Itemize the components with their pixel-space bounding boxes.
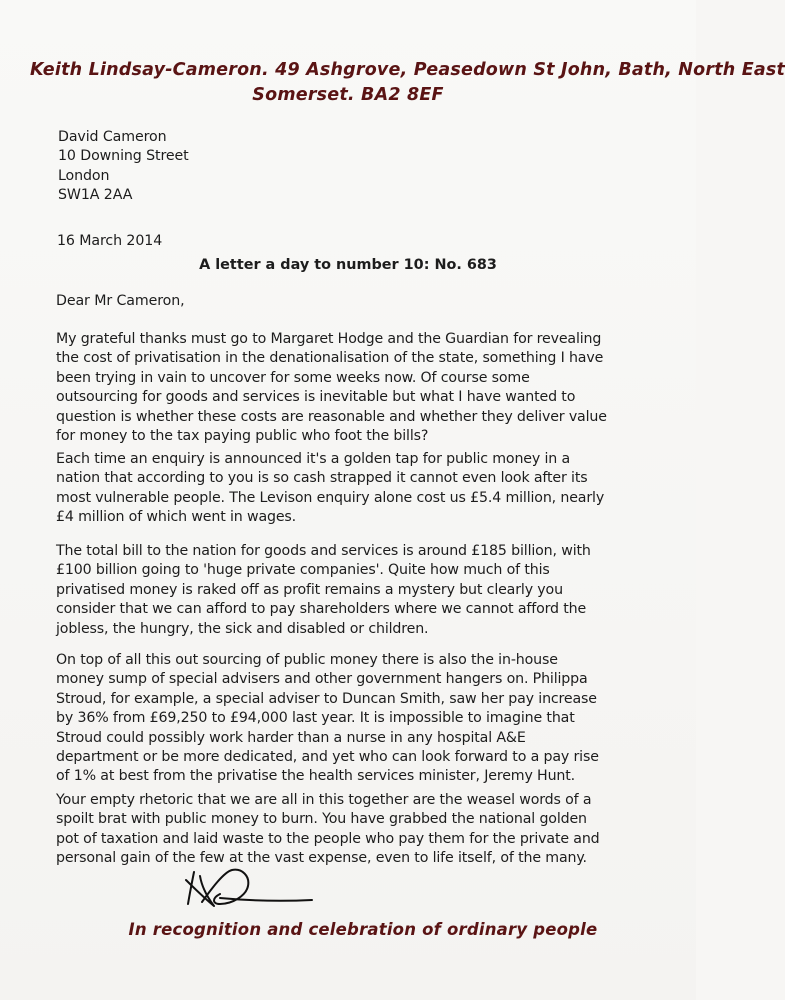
salutation: Dear Mr Cameron, (56, 293, 185, 309)
recipient-name: David Cameron (58, 129, 167, 145)
paragraph-4 (56, 651, 656, 787)
paragraph-line: been trying in vain to uncover for some weeks now. Of course some (56, 369, 530, 386)
closing-line: In recognition and celebration of ordinary people (128, 920, 598, 939)
paragraph-line: personal gain of the few at the vast expense, even to life itself, of the many. (56, 850, 587, 867)
paragraph-line: privatised money is raked off as profit remains a mystery but clearly you (56, 581, 563, 598)
paragraph-line: spoilt brat with public money to burn. You have grabbed the national golden (56, 811, 587, 828)
paragraph-line: £4 million of which went in wages. (56, 509, 297, 526)
paragraph-line: jobless, the hungry, the sick and disabled or children. (56, 620, 429, 637)
paragraph-line: money sump of special advisers and other government hangers on. Philippa (56, 671, 588, 688)
paragraph-line: most vulnerable people. The Levison enquiry alone cost us £5.4 million, nearly (56, 489, 605, 506)
paragraph-line: pot of taxation and laid waste to the people who pay them for the private and (56, 830, 600, 847)
handwritten-signature (172, 858, 322, 918)
letterhead-line-2: Somerset. BA2 8EF (252, 85, 444, 105)
paragraph-line: department or be more dedicated, and yet who can look forward to a pay rise (56, 749, 599, 766)
paragraph-line: Stroud could possibly work harder than a nurse in any hospital A&E (56, 729, 526, 746)
paragraph-2 (56, 450, 656, 528)
recipient-city: London (58, 167, 110, 184)
paragraph-line: The total bill to the nation for goods and services is around £185 billion, with (56, 543, 591, 559)
paragraph-line: the cost of privatisation in the denationalisation of the state, something I have (56, 350, 604, 367)
paragraph-line: Your empty rhetoric that we are all in this together are the weasel words of a (56, 792, 592, 808)
letterhead-line-1: Keith Lindsay-Cameron. 49 Ashgrove, Peasedown St John, Bath, North East (30, 60, 785, 80)
paragraph-line: Each time an enquiry is announced it's a golden tap for public money in a (56, 451, 571, 467)
paragraph-line: My grateful thanks must go to Margaret Hodge and the Guardian for revealing (56, 331, 602, 347)
paragraph-line: consider that we can afford to pay shareholders where we cannot afford the (56, 601, 587, 618)
paragraph-line: of 1% at best from the privatise the health services minister, Jeremy Hunt. (56, 768, 576, 785)
paragraph-5 (56, 791, 656, 869)
paragraph-line: for money to the tax paying public who foot the bills? (56, 428, 429, 445)
letterhead (30, 58, 785, 108)
letter-date: 16 March 2014 (57, 233, 163, 249)
paragraph-line: by 36% from £69,250 to £94,000 last year. It is impossible to imagine that (56, 710, 575, 727)
recipient-address (58, 128, 189, 206)
paragraph-line: nation that according to you is so cash strapped it cannot even look after its (56, 470, 588, 487)
paragraph-line: Stroud, for example, a special adviser to Duncan Smith, saw her pay increase (56, 690, 597, 707)
recipient-postcode: SW1A 2AA (58, 187, 133, 204)
paragraph-line: question is whether these costs are reasonable and whether they deliver value (56, 408, 607, 425)
paragraph-line: On top of all this out sourcing of public money there is also the in-house (56, 652, 558, 668)
paragraph-line: £100 billion going to 'huge private companies'. Quite how much of this (56, 562, 550, 579)
letter-heading: A letter a day to number 10: No. 683 (199, 257, 497, 273)
recipient-street: 10 Downing Street (58, 148, 189, 165)
paragraph-line: outsourcing for goods and services is inevitable but what I have wanted to (56, 389, 576, 406)
paragraph-1 (56, 330, 656, 446)
paragraph-3 (56, 542, 656, 639)
